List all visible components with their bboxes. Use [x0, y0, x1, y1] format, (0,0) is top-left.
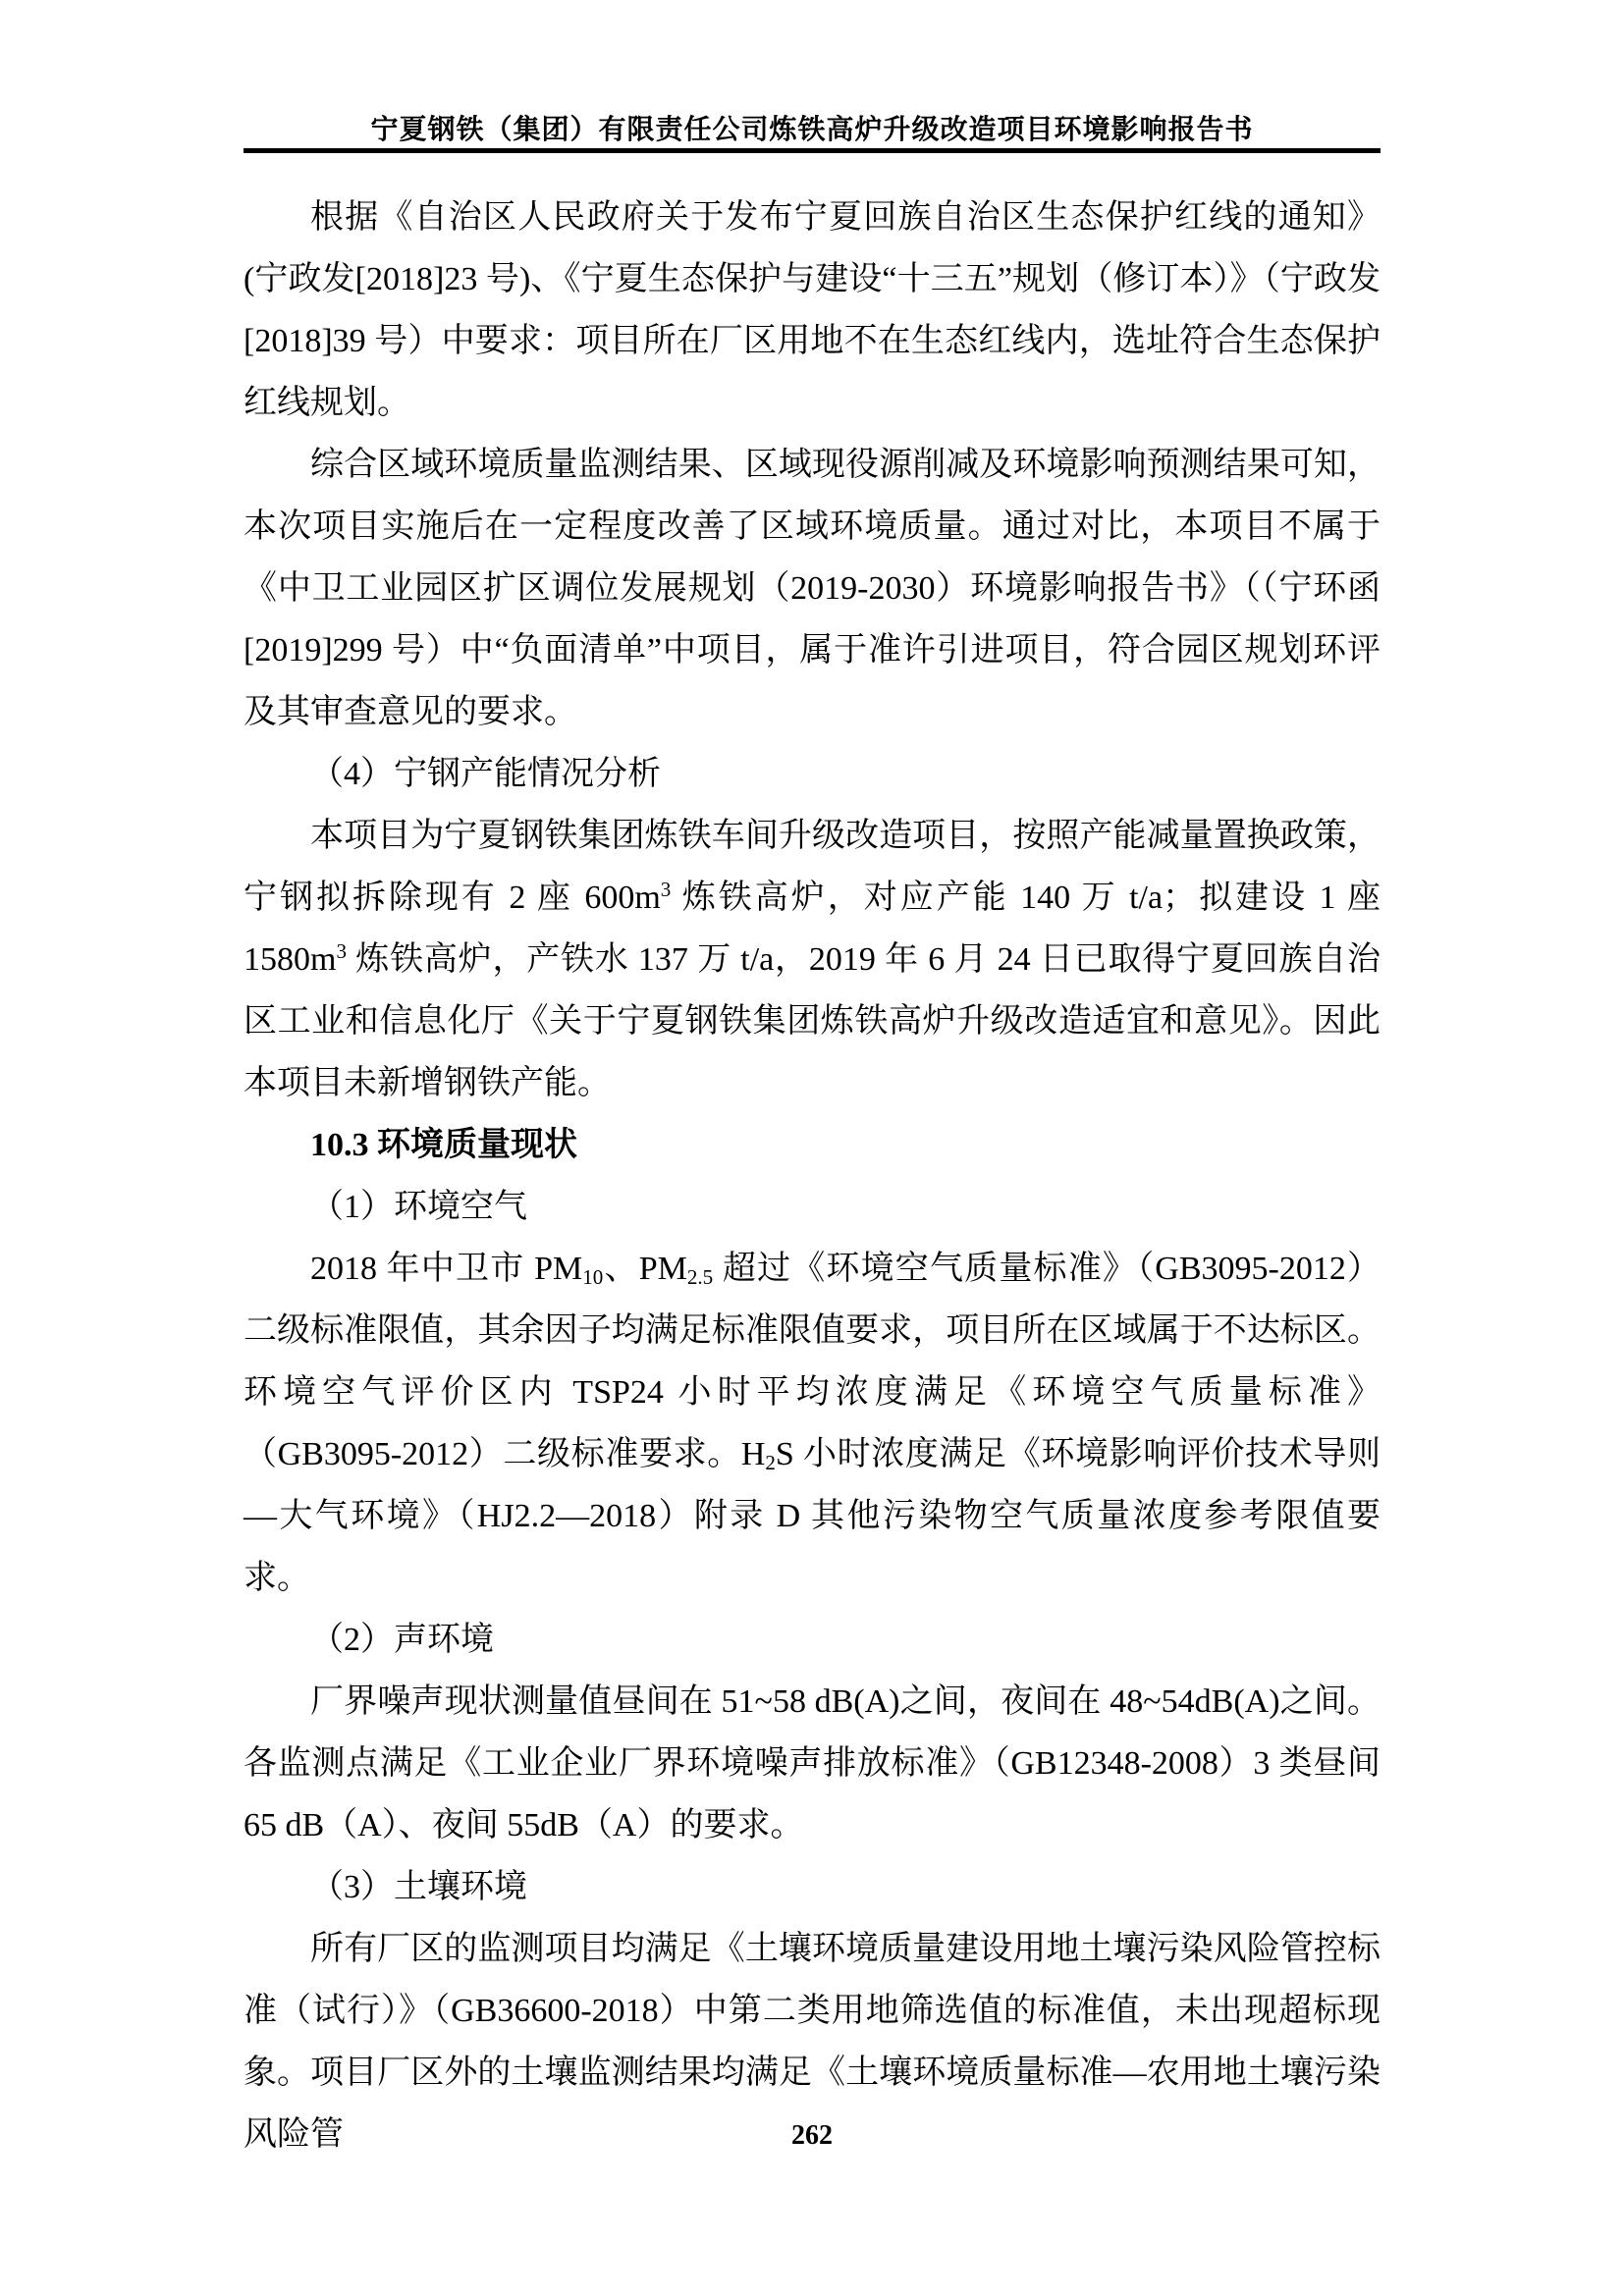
paragraph: （3）土壤环境 [310, 1869, 527, 1905]
paragraph: 所有厂区的监测项目均满足《土壤环境质量建设用地土壤污染风险管控标准（试行）》（GB36600-2018）中第二类用地筛选值的标准值，未出现超标现象。项目厂区外的土壤监测结果均满足《土壤环境质量标准—农用地土壤污染风险管 [244, 1931, 1380, 2153]
subscript-text: 2.5 [686, 1264, 714, 1289]
document-body [244, 187, 1380, 2165]
superscript-text: 3 [660, 878, 672, 902]
paragraph: （1）环境空气 [310, 1189, 527, 1225]
superscript-text: 3 [336, 939, 347, 964]
page-header-title: 宁夏钢铁（集团）有限责任公司炼铁高炉升级改造项目环境影响报告书 [370, 115, 1254, 145]
subscript-text: 2 [765, 1450, 776, 1474]
section-heading: 10.3 环境质量现状 [310, 1127, 577, 1163]
subscript-text: 10 [582, 1264, 604, 1289]
paragraph: 2018 年中卫市 $PM_{10}$、$PM_{2.5}$ 超过《环境空气质量标准》（GB3095-2012）二级标准限值，其余因子均满足标准限值要求，项目所在区域属于不达标区。环境空气评价区内 TSP24 小时平均浓度满足《环境空气质量标准》 （GB3095-2012）二级标准要求。$H_2S$ 小时浓度满足《环境影响评价技术导则—大气环境》（HJ2.2—2018）附录 D 其他污染物空气质量浓度参考限值要求。 [244, 1251, 1381, 1596]
header-rule [244, 148, 1380, 153]
paragraph: 厂界噪声现状测量值昼间在 51~58 dB(A)之间，夜间在 48~54dB(A)之间。各监测点满足《工业企业厂界环境噪声排放标准》（GB12348-2008）3 类昼间 65 dB（A）、夜间 55dB（A）的要求。 [244, 1683, 1380, 1843]
paragraph: 根据《自治区人民政府关于发布宁夏回族自治区生态保护红线的通知》(宁政发[2018]23 号)、《宁夏生态保护与建设“十三五”规划（修订本）》（宁政发[2018]39 号）中要求：项目所在厂区用地不在生态红线内，选址符合生态保护红线规划。 [244, 199, 1380, 421]
paragraph: 综合区域环境质量监测结果、区域现役源削减及环境影响预测结果可知，本次项目实施后在一定程度改善了区域环境质量。通过对比，本项目不属于《中卫工业园区扩区调位发展规划（2019-2030）环境影响报告书》（（宁环函[2019]299 号）中“负面清单”中项目，属于准许引进项目，符合园区规划环评及其审查意见的要求。 [244, 447, 1380, 730]
paragraph: 本项目为宁夏钢铁集团炼铁车间升级改造项目，按照产能减量置换政策，宁钢拟拆除现有 2 座 $600m^3$ 炼铁高炉，对应产能 140 万 t/a；拟建设 1 座 $1580m^3$ 炼铁高炉，产铁水 137 万 t/a，2019 年 6 月 24 日已取得宁夏回族自治区工业和信息化厅《关于宁夏钢铁集团炼铁高炉升级改造适宜和意见》。因此本项目未新增钢铁产能。 [244, 818, 1380, 1101]
paragraph: （4）宁钢产能情况分析 [310, 756, 661, 792]
paragraph: （2）声环境 [310, 1622, 494, 1658]
page-number: 262 [791, 2120, 833, 2151]
